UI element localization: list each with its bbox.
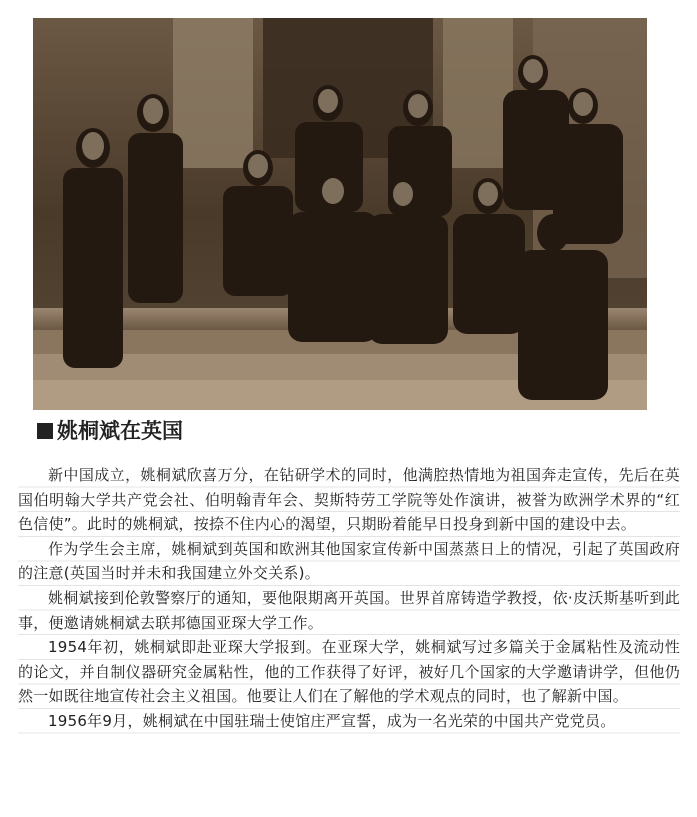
paragraph: 1956年9月，姚桐斌在中国驻瑞士使馆庄严宣誓，成为一名光荣的中国共产党党员。 [48, 711, 616, 730]
paragraph: 1954年初，姚桐斌即赴亚琛大学报到。在亚琛大学，姚桐斌写过多篇关于金属粘性及流动性的论文，并自制仪器研究金属粘性，他的工作获得了好评，被好几个国家的大学邀请讲学，但他仍然一如既往地宣传社会主义祖国。他要让人们在了解他的学术观点的同时，也了解新中国。 [18, 638, 680, 706]
photo-caption [37, 418, 183, 444]
paragraph: 作为学生会主席，姚桐斌到英国和欧洲其他国家宣传新中国蒸蒸日上的情况，引起了英国政府的注意(英国当时并未和我国建立外交关系)。 [18, 539, 680, 583]
paragraph: 姚桐斌接到伦敦警察厅的通知，要他限期离开英国。世界首席铸造学教授，依·皮沃斯基听到此事，便邀请姚桐斌去联邦德国亚琛大学工作。 [18, 588, 680, 632]
paragraph: 新中国成立，姚桐斌欣喜万分，在钻研学术的同时，他满腔热情地为祖国奔走宣传，先后在英国伯明翰大学共产党会社、伯明翰青年会、契斯特劳工学院等处作演讲，被誉为欧洲学术界的“红色信使”。此时的姚桐斌，按捺不住内心的渴望，只期盼着能早日投身到新中国的建设中去。 [18, 466, 680, 534]
square-bullet-icon [37, 423, 53, 439]
photo-illustration [33, 18, 647, 410]
article-body [18, 463, 680, 734]
caption-text: 姚桐斌在英国 [57, 419, 183, 443]
group-photo [33, 18, 647, 410]
